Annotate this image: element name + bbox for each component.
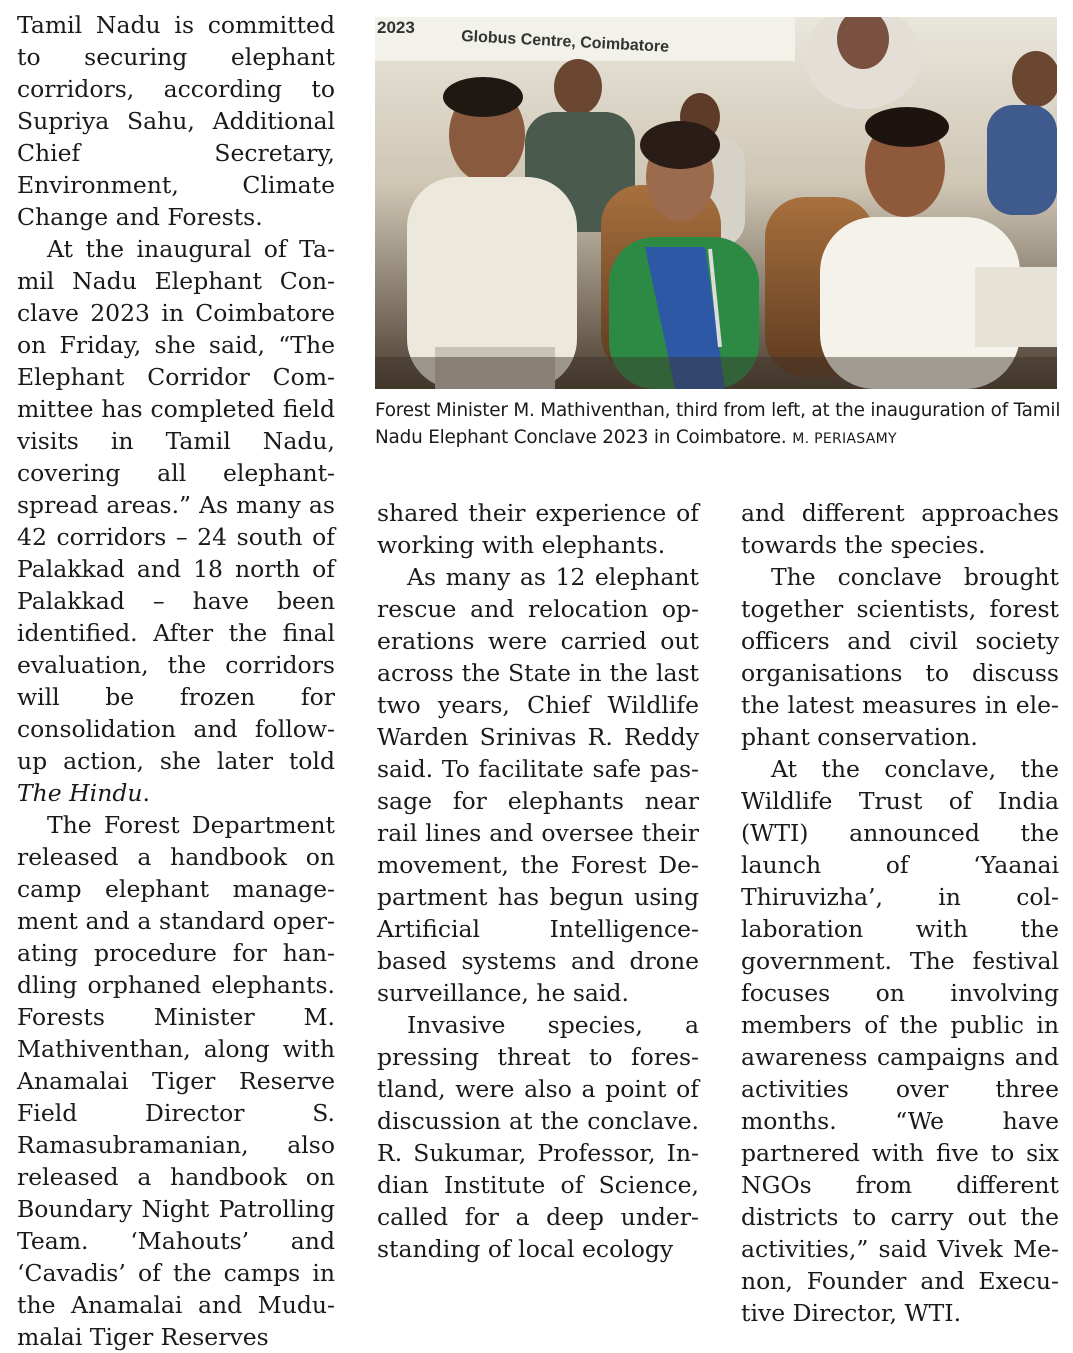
paragraph-handbook <box>17 809 335 1353</box>
banner-year: 2023 <box>377 18 415 37</box>
newspaper-name: The Hindu <box>17 779 143 807</box>
paragraph-conclave: The conclave brought together scientists, forest officers and civil society organisations to discuss the latest measures in elephant conservation. <box>741 563 1059 751</box>
paragraph-invasive-part2: and different approaches towards the species. <box>741 499 1059 559</box>
paragraph-wti: At the conclave, the Wildlife Trust of India (WTI) announced the launch of ‘Yaanai Thiruvizha’, in collaboration with the government. The festival focuses on involving members of the public in awareness campaigns and activities over three months. “We have partnered with five to six NGOs from different districts to carry out the activities,” said Vivek Menon, Founder and Executive Director, WTI. <box>741 755 1059 1327</box>
banner-venue: Globus Centre, Coimbatore <box>460 28 670 56</box>
paragraph-inaugural-end: . <box>142 779 150 807</box>
paragraph-handbook-part2: shared their experience of working with elephants. <box>377 499 699 559</box>
conclave-photo <box>375 17 1057 389</box>
article-column-1 <box>17 9 335 1353</box>
photo-credit: M. PERIASAMY <box>792 431 897 447</box>
paragraph-invasive-part1: Invasive species, a pressing threat to forestland, were also a point of discussion at the conclave. R. Sukumar, Professor, Indian Institute of Science, called for a deep understanding of local ecology <box>377 1011 699 1263</box>
paragraph-invasive <box>377 1009 699 1265</box>
caption-text: Forest Minister M. Mathiventhan, third from left, at the inauguration of Tamil Nadu Elephant Conclave 2023 in Coimbatore. <box>375 400 1061 448</box>
paragraph-inaugural-text: At the inaugural of Tamil Nadu Elephant Conclave 2023 in Coimbatore on Friday, she said, “The Elephant Corridor Committee has completed field visits in Tamil Nadu, covering all elephant-spread areas.” As many as 42 corridors – 24 south of Palakkad and 18 north of Palakkad – have been identified. After the final evaluation, the corridors will be frozen for consolidation and follow-up action, she later told <box>17 235 335 775</box>
paragraph-invasive-continued <box>741 497 1059 561</box>
photo-caption <box>375 397 1061 453</box>
paragraph-handbook-part1: The Forest Department released a handbook on camp elephant management and a standard operating procedure for handling orphaned elephants. Forests Minister M. Mathiventhan, along with Anamalai Tiger Reserve Field Director S. Ramasubramanian, also released a handbook on Boundary Night Patrolling Team. ‘Mahouts’ and ‘Cavadis’ of the camps in the Anamalai and Mudumalai Tiger Reserves <box>17 811 335 1351</box>
paragraph-intro: Tamil Nadu is committed to securing elephant corridors, according to Supriya Sahu, Additional Chief Secretary, Environment, Climate Change and Forests. <box>17 11 335 231</box>
paragraph-rescue: As many as 12 elephant rescue and relocation operations were carried out across the State in the last two years, Chief Wildlife Warden Srinivas R. Reddy said. To facilitate safe passage for elephants near rail lines and oversee their movement, the Forest Department has begun using Artificial Intelligence-based systems and drone surveillance, he said. <box>377 563 699 1007</box>
article-column-2 <box>377 497 699 1265</box>
article-column-3 <box>741 497 1059 1329</box>
paragraph-handbook-continued <box>377 497 699 561</box>
paragraph-inaugural <box>17 233 335 809</box>
